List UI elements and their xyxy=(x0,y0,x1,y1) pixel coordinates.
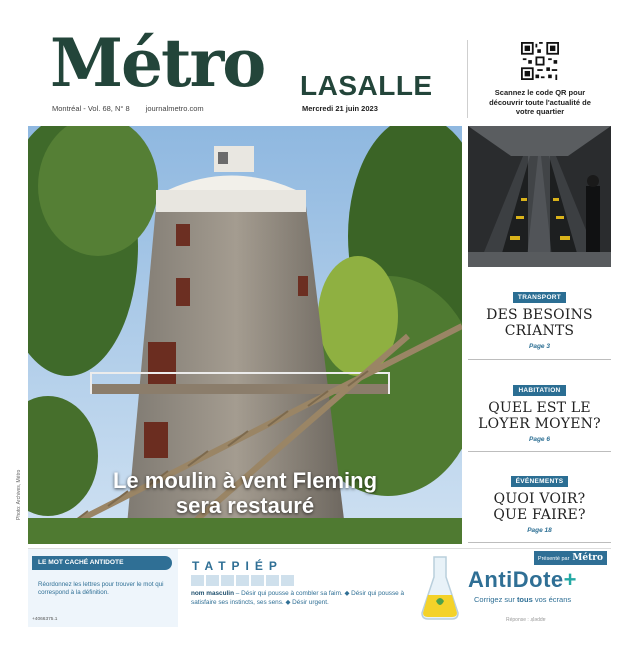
definition-text: – Désir qui pousse à combler sa faim. ◆ Désir qui pousse à satisfaire ses instincts, ses sens. ◆ Désir urgent. xyxy=(191,590,405,606)
teaser-tag: TRANSPORT xyxy=(513,292,566,303)
teaser-tag: HABITATION xyxy=(513,385,565,396)
ad-definition xyxy=(191,590,411,607)
ad-instructions: Réordonnez les lettres pour trouver le mot qui correspond à la définition. xyxy=(38,581,164,597)
presented-by-badge xyxy=(534,551,607,565)
teaser-divider xyxy=(468,359,611,360)
tagline-post: vos écrans xyxy=(532,595,572,604)
teaser-title-line: CRIANTS xyxy=(504,322,575,339)
teaser-habitation[interactable] xyxy=(468,379,611,443)
ad-left-panel xyxy=(28,549,178,627)
hero-headline-line2: sera restauré xyxy=(175,493,315,519)
teaser-tag: ÉVÉNEMENTS xyxy=(511,476,569,487)
answer-box xyxy=(251,575,264,586)
header-divider xyxy=(467,40,468,118)
issue-meta xyxy=(52,104,218,113)
ad-answer: Réponse : ɹᴉʇǝddɐ xyxy=(506,617,546,623)
teaser-title-line: QUEL EST LE xyxy=(488,400,591,416)
teaser-title-line: DES BESOINS xyxy=(486,307,593,323)
masthead-logo: Métro xyxy=(50,24,265,102)
presented-by-label: Présenté par xyxy=(537,556,570,562)
teaser-divider xyxy=(468,542,611,543)
volume-info: Montréal - Vol. 68, N° 8 xyxy=(52,104,130,113)
tagline-bold: tous xyxy=(516,595,533,604)
scrambled-word: TATPIÉP xyxy=(192,559,283,573)
escalator-photo[interactable] xyxy=(468,126,611,267)
tagline-pre: Corrigez sur xyxy=(474,595,517,604)
website-link[interactable]: journalmetro.com xyxy=(145,104,204,113)
teaser-title-line: QUE FAIRE? xyxy=(493,506,586,523)
ad-label: LE MOT CACHÉ ANTIDOTE xyxy=(32,556,172,570)
answer-box xyxy=(221,575,234,586)
antidote-ad[interactable] xyxy=(28,548,611,627)
qr-code-icon[interactable] xyxy=(521,42,559,80)
presented-by-brand: Métro xyxy=(572,553,603,563)
teaser-transport[interactable] xyxy=(468,286,611,350)
antidote-logo xyxy=(468,567,577,593)
issue-date: Mercredi 21 juin 2023 xyxy=(302,104,378,113)
hero-photo[interactable] xyxy=(28,126,462,544)
escalator-illustration xyxy=(468,126,611,267)
definition-term: nom masculin xyxy=(191,590,234,597)
teaser-title xyxy=(468,401,611,432)
answer-boxes xyxy=(191,575,296,586)
brand-plus: + xyxy=(563,567,578,592)
teaser-divider xyxy=(468,451,611,452)
ad-tagline xyxy=(474,595,571,604)
teaser-title xyxy=(468,308,611,339)
brand-name: AntiDote xyxy=(468,567,564,592)
flask-icon xyxy=(420,555,460,621)
teaser-page: Page 3 xyxy=(529,343,550,351)
edition-name: LASALLE xyxy=(300,70,433,101)
ad-reference: +4066375.1 xyxy=(32,617,58,622)
qr-caption: Scannez le code QR pour découvrir toute l'actualité de votre quartier xyxy=(489,88,591,117)
teaser-evenements[interactable] xyxy=(468,470,611,534)
teaser-title-line: LOYER MOYEN? xyxy=(478,415,601,432)
photo-credit: Photo: Archives, Métro xyxy=(16,469,22,520)
teaser-title xyxy=(468,492,611,523)
answer-box xyxy=(206,575,219,586)
answer-box xyxy=(236,575,249,586)
answer-box xyxy=(281,575,294,586)
hero-headline-line1: Le moulin à vent Fleming xyxy=(112,468,378,493)
answer-box xyxy=(191,575,204,586)
teaser-page: Page 6 xyxy=(529,436,550,444)
teaser-page: Page 18 xyxy=(527,527,552,535)
answer-box xyxy=(266,575,279,586)
teaser-title-line: QUOI VOIR? xyxy=(493,491,586,507)
hero-headline[interactable] xyxy=(28,468,462,519)
